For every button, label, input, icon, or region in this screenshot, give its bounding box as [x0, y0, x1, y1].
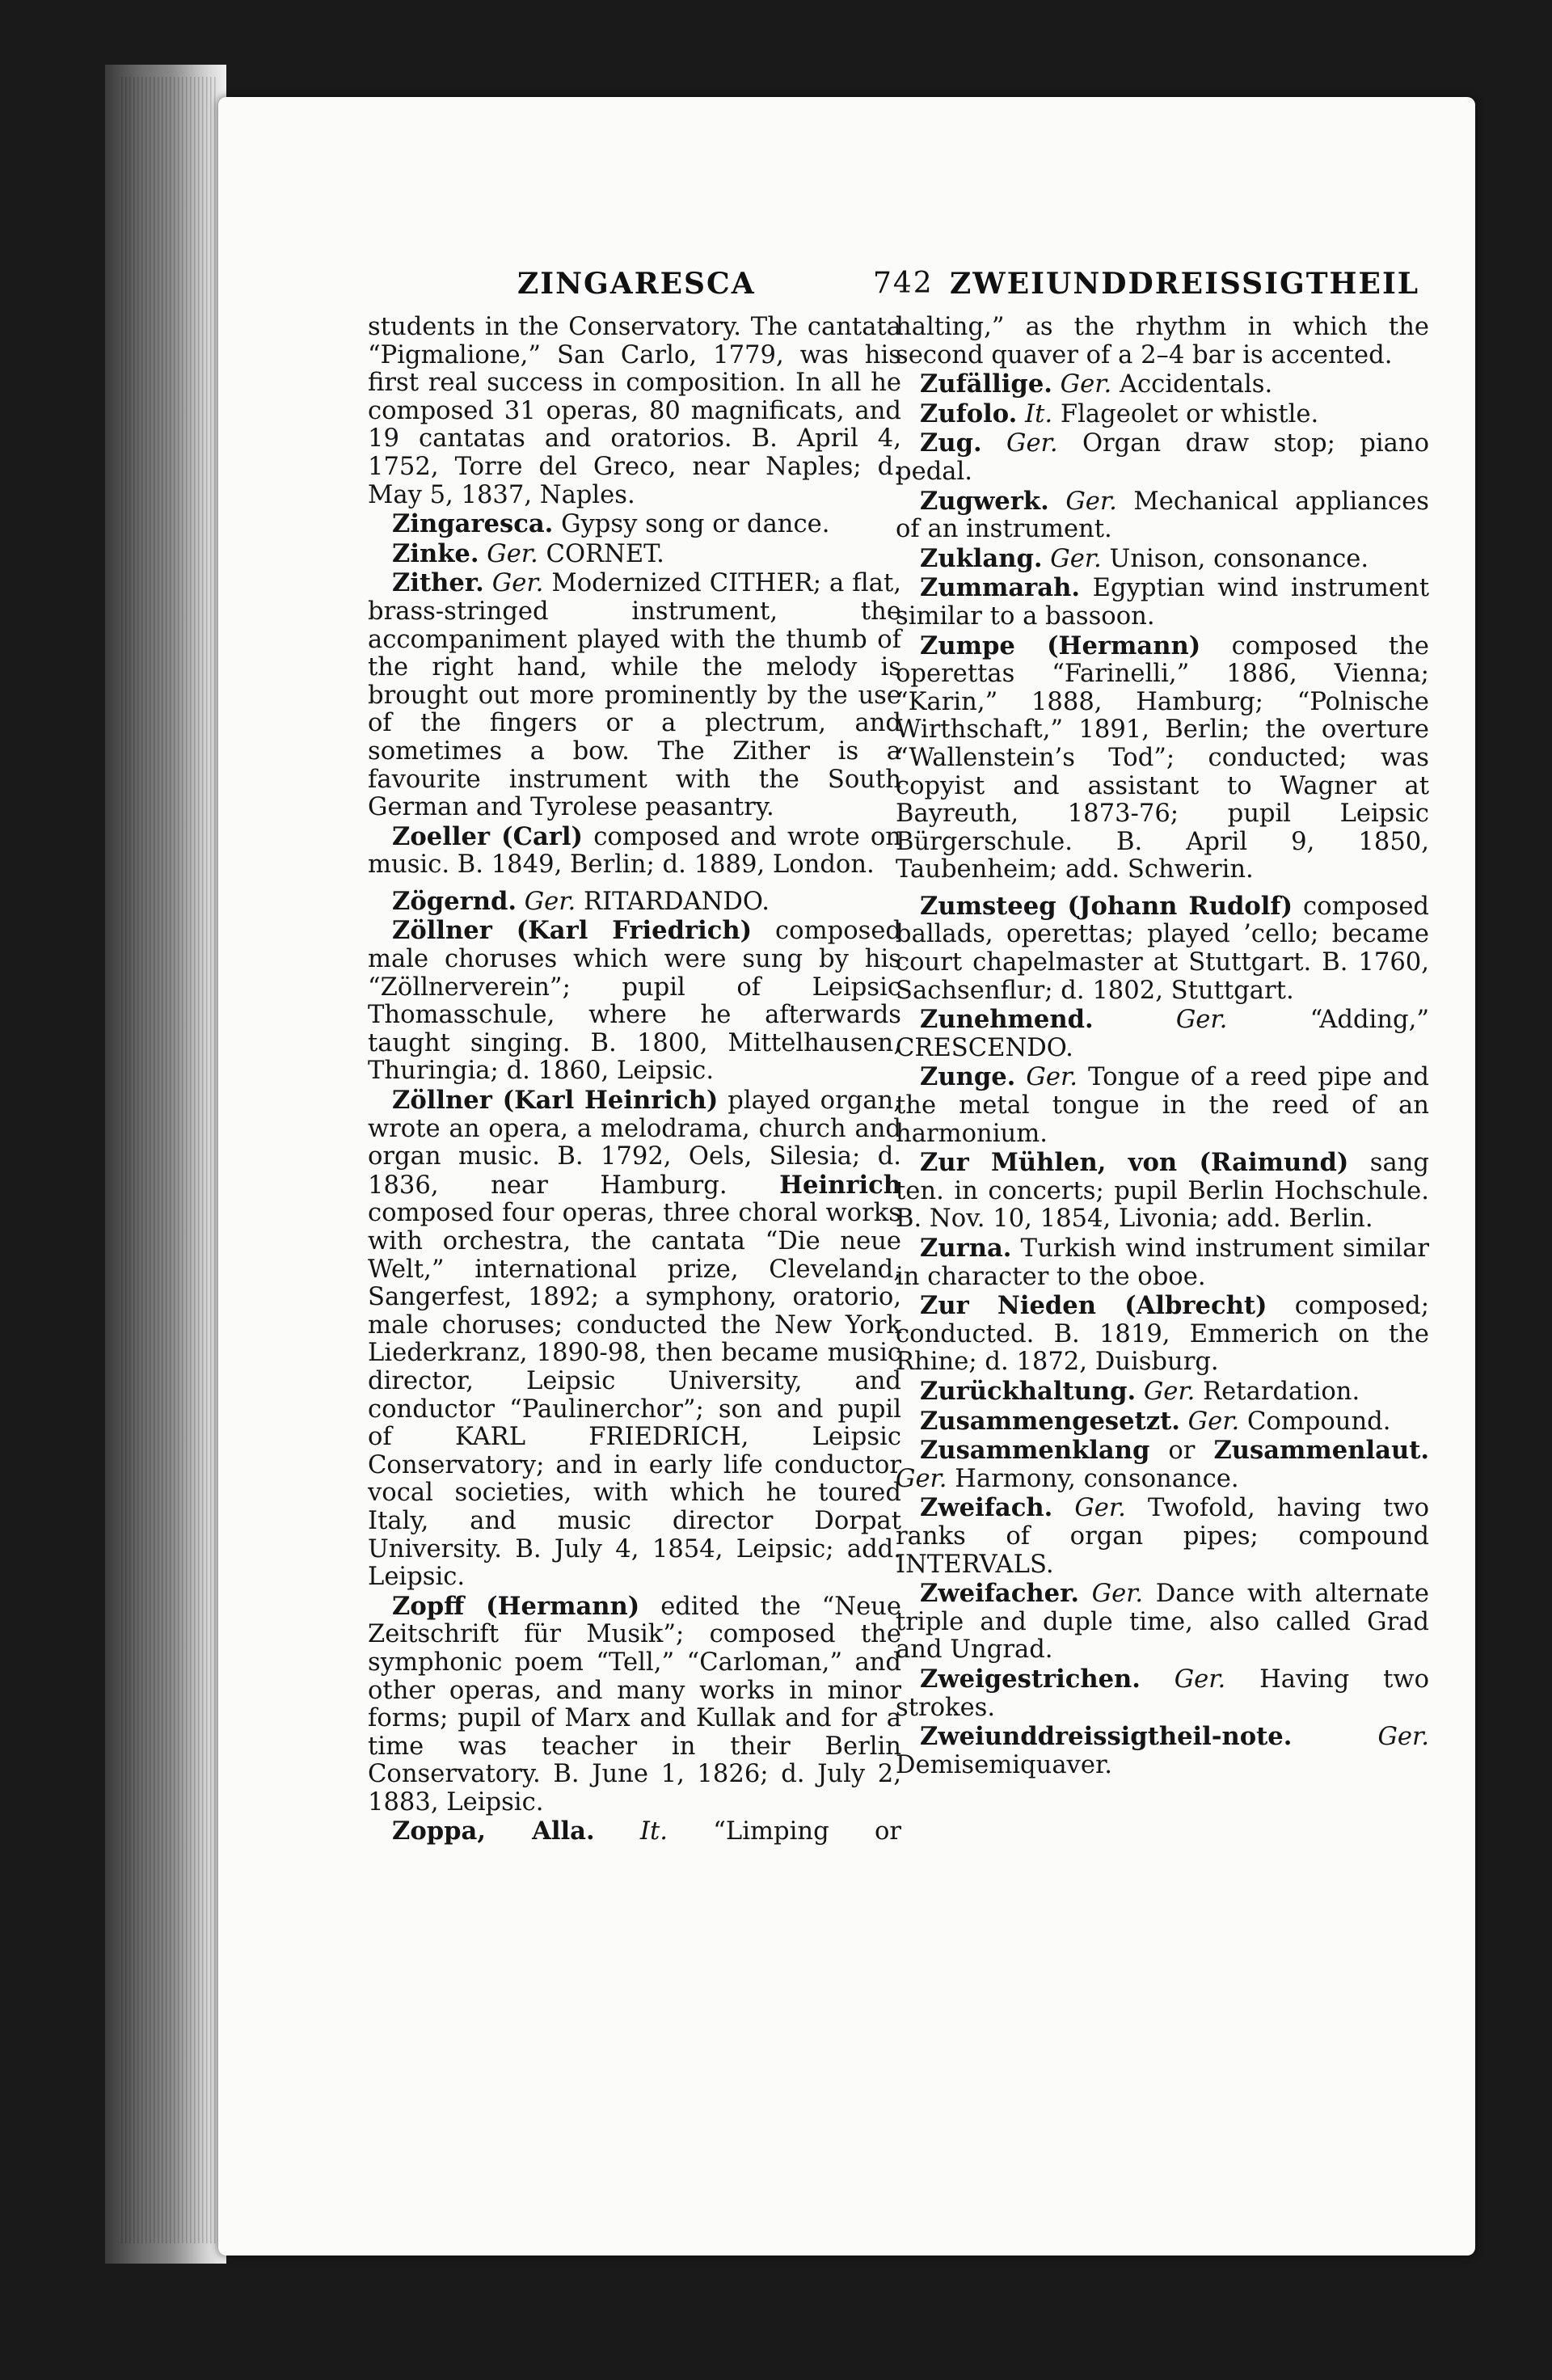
page-number: 742 — [873, 267, 934, 300]
dictionary-entry — [896, 545, 1429, 574]
entry-headword: Zweifacher. — [920, 1579, 1080, 1609]
entry-language: Ger. — [1074, 1494, 1126, 1523]
entry-language: Ger. — [1006, 429, 1058, 458]
dictionary-entry — [368, 823, 901, 880]
entry-headword: Zunge. — [920, 1062, 1016, 1092]
entry-language: Ger. — [1050, 544, 1102, 573]
entry-text: Mechanical appliances of an instrument. — [896, 487, 1429, 544]
dictionary-entry — [896, 429, 1429, 486]
entry-headword: Zug. — [920, 428, 982, 458]
dictionary-entry — [896, 1407, 1429, 1437]
dictionary-entry — [896, 1234, 1429, 1291]
entry-headword: Zumpe (Hermann) — [920, 631, 1201, 660]
dictionary-entry — [896, 632, 1429, 884]
entry-text: RITARDANDO. — [584, 887, 770, 916]
dictionary-entry — [896, 1723, 1429, 1779]
dictionary-entry — [368, 569, 901, 821]
entry-headword: Zögernd. — [392, 886, 517, 916]
entry-headword: Zweiunddreissigtheil-note. — [920, 1722, 1293, 1752]
entry-language: Ger. — [1091, 1580, 1144, 1609]
entry-language: Ger. — [491, 569, 544, 598]
entry-text: Turkish wind instrument similar in character to the oboe. — [896, 1234, 1429, 1291]
dictionary-entry — [368, 1087, 901, 1592]
entry-text: composed ballads, operettas; played ’cello; became court chapelmaster at Stuttgart. B. 1760, Sachsenflur; d. 1802, Stuttgart. — [896, 892, 1430, 1005]
entry-headword: Zummarah. — [920, 573, 1080, 603]
dictionary-entry — [896, 1292, 1429, 1377]
entry-text: Egyptian wind instrument similar to a bassoon. — [896, 574, 1429, 631]
entry-text: or — [1168, 1437, 1196, 1466]
entry-text: composed the operettas “Farinelli,” 1886, Vienna; “Karin,” 1888, Hamburg; “Polnische Wirthschaft,” 1891, Berlin; the overture “Wallenstein’s Tod”; conducted; was copyist and assistant to Wagner at Bayreuth, 1873-76; pupil Leipsic Bürgerschule. B. April 9, 1850, Taubenheim; add. Schwerin. — [896, 631, 1429, 884]
entry-headword: Zweigestrichen. — [920, 1664, 1141, 1694]
entry-headword: Zur Nieden (Albrecht) — [920, 1291, 1267, 1321]
page-stack-edges — [121, 77, 218, 2243]
entry-headword: Zufällige. — [920, 369, 1052, 399]
dictionary-entry — [896, 314, 1429, 369]
entry-text: Dance with alternate triple and duple time, also called Grad and Ungrad. — [896, 1580, 1429, 1665]
entry-language: Ger. — [1175, 1006, 1228, 1035]
dictionary-entry — [896, 892, 1429, 1005]
header-right-title: ZWEIUNDDREISSIGTHEIL — [950, 267, 1420, 301]
entry-text: Harmony, consonance. — [955, 1464, 1239, 1493]
entry-headword: Zinke. — [392, 538, 479, 568]
entry-headword: Zingaresca. — [392, 509, 554, 539]
dictionary-entry — [368, 1817, 901, 1846]
entry-language: Ger. — [1187, 1407, 1240, 1436]
entry-text: Gypsy song or dance. — [561, 510, 830, 539]
entry-text: students in the Conservatory. The cantata “Pigmalione,” San Carlo, 1779, was his first real success in composition. In all he composed 31 operas, 80 magnificats, and 19 cantatas and oratorios. B. April 4, 1752, Torre del Greco, near Naples; d. May 5, 1837, Naples. — [368, 313, 901, 509]
entry-text: Having two strokes. — [896, 1665, 1430, 1722]
dictionary-entry — [896, 574, 1429, 631]
entry-headword: Zurückhaltung. — [920, 1376, 1137, 1406]
dictionary-entry — [896, 370, 1429, 399]
entry-headword: Zugwerk. — [920, 486, 1049, 516]
entry-text: edited the “Neue Zeitschrift für Musik”; composed the symphonic poem “Tell,” “Carloman,” and other operas, and many works in minor forms; pupil of Marx and Kullak and for a time was teacher in their Berlin Conservatory. B. June 1, 1826; d. July 2, 1883, Leipsic. — [368, 1592, 901, 1817]
entry-text: Organ draw stop; piano pedal. — [896, 429, 1429, 486]
entry-language: Ger. — [1026, 1063, 1078, 1092]
entry-headword: Zoeller (Carl) — [392, 821, 584, 851]
entry-text: Accidentals. — [1119, 370, 1273, 399]
entry-text: Unison, consonance. — [1109, 544, 1369, 573]
entry-headword: Zoppa, Alla. — [392, 1817, 595, 1846]
entry-language: Ger. — [524, 887, 576, 916]
entry-language: Ger. — [1174, 1665, 1226, 1694]
running-header — [380, 267, 1439, 315]
right-column — [896, 314, 1429, 1780]
header-left-title: ZINGARESCA — [517, 267, 756, 301]
entry-headword: Zuklang. — [920, 543, 1043, 573]
entry-text: Tongue of a reed pipe and the metal tongue in the reed of an harmonium. — [896, 1063, 1429, 1148]
dictionary-entry — [896, 1494, 1429, 1579]
entry-text: “Adding,” CRESCENDO. — [896, 1006, 1429, 1062]
entry-text: Flageolet or whistle. — [1060, 399, 1319, 428]
dictionary-entry — [368, 510, 901, 539]
dictionary-entry — [896, 400, 1429, 429]
entry-language: Ger. — [896, 1464, 947, 1493]
entry-headword: Zunehmend. — [920, 1005, 1094, 1035]
entry-language: Ger. — [487, 539, 538, 568]
dictionary-entry — [896, 1665, 1429, 1722]
entry-headword: Zöllner (Karl Heinrich) — [392, 1086, 719, 1116]
entry-headword: Zusammenlaut. — [1213, 1436, 1429, 1466]
entry-text: CORNET. — [546, 539, 664, 568]
entry-headword: Zöllner (Karl Friedrich) — [392, 916, 753, 946]
entry-text: Demisemiquaver. — [896, 1750, 1112, 1779]
entry-text: Retardation. — [1203, 1377, 1360, 1406]
left-column — [368, 314, 901, 1847]
entry-headword: Zumsteeg (Johann Rudolf) — [920, 891, 1293, 921]
dictionary-entry — [368, 917, 901, 1086]
entry-text: halting,” as the rhythm in which the second quaver of a 2–4 bar is accented. — [896, 313, 1429, 369]
dictionary-entry — [368, 314, 901, 509]
dictionary-entry — [896, 487, 1429, 544]
entry-text: composed four operas, three choral works with orchestra, the cantata “Die neue Welt,” international prize, Cleveland, Sangerfest, 1892; a symphony, oratorio, male choruses; conducted the New York Liederkranz, 1890-98, then became music director, Leipsic University, and conductor “Paulinerchor”; son and pupil of KARL FRIEDRICH, Leipsic Conservatory; and in early life conductor vocal societies, with which he toured Italy, and music director Dorpat University. B. July 4, 1854, Leipsic; add. Leipsic. — [368, 1199, 901, 1592]
dictionary-entry — [896, 1063, 1429, 1148]
dictionary-entry — [368, 1593, 901, 1817]
entry-headword: Zur Mühlen, von (Raimund) — [920, 1148, 1349, 1178]
dictionary-entry — [368, 540, 901, 569]
entry-text: sang ten. in concerts; pupil Berlin Hochschule. B. Nov. 10, 1854, Livonia; add. Berlin. — [896, 1149, 1429, 1234]
dictionary-entry — [896, 1437, 1429, 1493]
entry-headword: Zufolo. — [920, 399, 1018, 428]
entry-text: composed male choruses which were sung by his “Zöllnerverein”; pupil of Leipsic Thomasschule, where he afterwards taught singing. B. 1800, Mittelhausen, Thuringia; d. 1860, Leipsic. — [368, 917, 902, 1086]
entry-headword: Zweifach. — [920, 1493, 1053, 1523]
entry-text: Compound. — [1246, 1407, 1391, 1436]
entry-language: Ger. — [1060, 370, 1112, 399]
entry-text: played organ, wrote an opera, a melodrama, church and organ music. B. 1792, Oels, Silesia; d. 1836, near Hamburg. — [368, 1087, 901, 1200]
entry-language: Ger. — [1065, 487, 1117, 516]
entry-language: It. — [1025, 399, 1053, 428]
dictionary-entry — [896, 1149, 1429, 1234]
entry-language: Ger. — [1377, 1723, 1429, 1752]
entry-language: It. — [639, 1817, 668, 1846]
dictionary-entry — [896, 1580, 1429, 1665]
entry-text: Modernized CITHER; a flat, brass-stringed instrument, the accompaniment played with the thumb of the right hand, while the melody is brought out more prominently by the use of the fingers or a plectrum, and sometimes a bow. The Zither is a favourite instrument with the South German and Tyrolese peasantry. — [368, 569, 901, 822]
entry-headword: Zopff (Hermann) — [392, 1591, 640, 1621]
dictionary-entry — [896, 1378, 1429, 1407]
dictionary-entry — [368, 888, 901, 917]
entry-headword: Zusammengesetzt. — [920, 1406, 1180, 1436]
entry-text: composed; conducted. B. 1819, Emmerich on the Rhine; d. 1872, Duisburg. — [896, 1292, 1429, 1377]
entry-language: Ger. — [1143, 1377, 1196, 1406]
entry-headword: Zurna. — [920, 1234, 1012, 1263]
entry-headword: Zusammenklang — [920, 1436, 1150, 1466]
dictionary-entry — [896, 1006, 1429, 1062]
entry-text: “Limping or — [713, 1817, 901, 1846]
entry-text: Twofold, having two ranks of organ pipes; compound INTERVALS. — [896, 1494, 1429, 1579]
entry-headword: Zither. — [392, 568, 484, 598]
entry-text: composed and wrote on music. B. 1849, Berlin; d. 1889, London. — [368, 822, 901, 880]
entry-headword: Heinrich — [779, 1170, 901, 1200]
